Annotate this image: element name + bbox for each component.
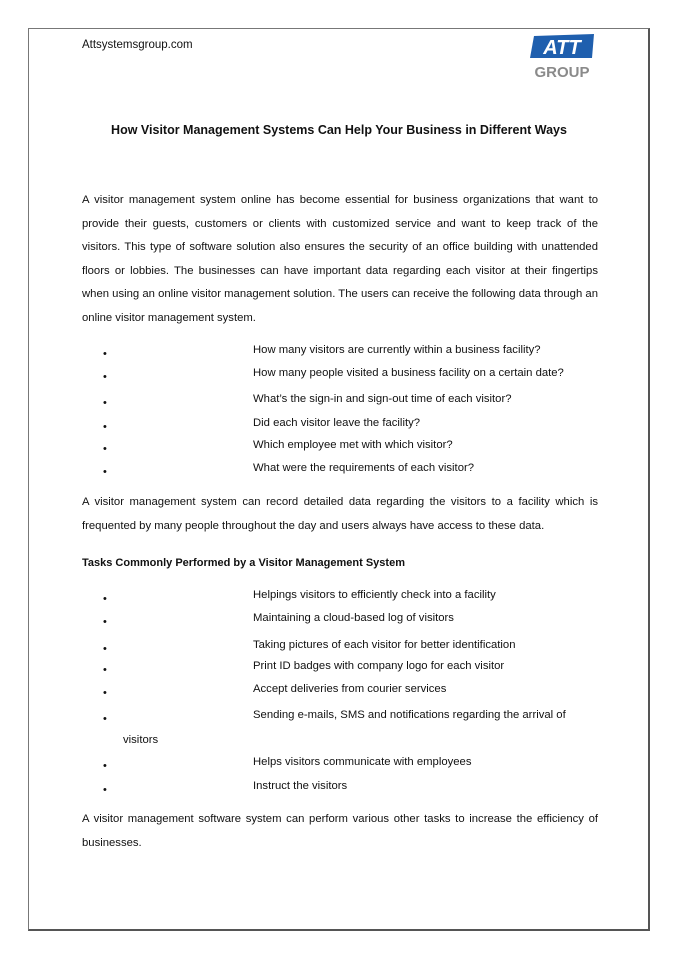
list-item: • Did each visitor leave the facility? [103, 417, 421, 433]
list-item: • Helps visitors communicate with employees [103, 756, 472, 772]
list-item: • Which employee met with which visitor? [103, 439, 453, 455]
list-item-wrap: visitors [123, 734, 159, 746]
att-group-logo [526, 34, 598, 80]
list-item: • Accept deliveries from courier services [103, 683, 447, 699]
svg-text:GROUP: GROUP [534, 64, 590, 80]
list-item: • How many visitors are currently within a business facility? [103, 344, 541, 360]
list-item: • What’s the sign-in and sign-out time of each visitor? [103, 393, 512, 409]
list-item: • Maintaining a cloud-based log of visitors [103, 612, 454, 628]
list-item: • What were the requirements of each visitor? [103, 462, 475, 478]
paragraph-3: A visitor management software system can perform various other tasks to increase the efficiency of businesses. [82, 813, 598, 849]
document-title: How Visitor Management Systems Can Help Your Business in Different Ways [111, 123, 567, 137]
list-item: • Instruct the visitors [103, 780, 348, 796]
intro-paragraph: A visitor management system online has become essential for business organizations that want to provide their guests, customers or clients with customized service and want to keep track of the visitors. This type of software solution also ensures the security of an office building with unattended floors or lobbies. The businesses can have important data regarding each visitor at their fingertips when using an online visitor management solution. The users can receive the following data through an online visitor management system. [82, 194, 598, 324]
list-item: • How many people visited a business facility on a certain date? [103, 367, 564, 383]
list-item: • Helpings visitors to efficiently check into a facility [103, 589, 496, 605]
svg-text:ATT: ATT [543, 37, 581, 59]
list-item: • Print ID badges with company logo for each visitor [103, 660, 505, 676]
list-item: • Taking pictures of each visitor for better identification [103, 639, 516, 655]
list-item: • Sending e-mails, SMS and notifications regarding the arrival of [103, 709, 566, 725]
paragraph-2: A visitor management system can record detailed data regarding the visitors to a facility which is frequented by many people throughout the day and users always have access to these data. [82, 496, 598, 532]
site-header: Attsystemsgroup.com [82, 39, 193, 51]
section-heading: Tasks Commonly Performed by a Visitor Management System [82, 557, 405, 569]
